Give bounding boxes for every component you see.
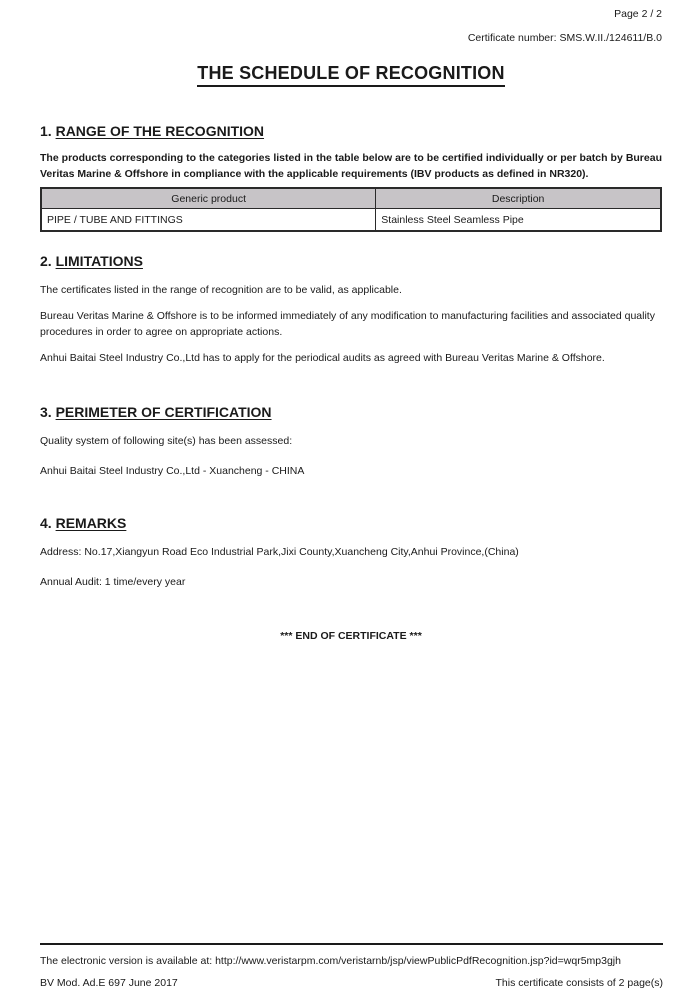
section-3-heading xyxy=(40,404,662,421)
page-indicator: Page 2 / 2 xyxy=(614,8,662,20)
section-2-title: LIMITATIONS xyxy=(55,253,143,269)
cell-description: Stainless Steel Seamless Pipe xyxy=(376,209,661,232)
section-3-title: PERIMETER OF CERTIFICATION xyxy=(55,404,272,420)
section-2-number: 2. xyxy=(40,253,52,269)
section-4-number: 4. xyxy=(40,515,52,531)
table-row xyxy=(41,209,661,232)
products-table-body xyxy=(41,209,661,232)
remarks-annual-audit: Annual Audit: 1 time/every year xyxy=(40,576,186,588)
certificate-page xyxy=(40,8,662,642)
form-reference: BV Mod. Ad.E 697 June 2017 xyxy=(40,977,178,989)
limitations-paragraph-2: Bureau Veritas Marine & Offshore is to be informed immediately of any modification to manufacturing facilities and associated quality procedures in order to agree on appropriate actions. xyxy=(40,310,655,338)
limitations-paragraph-3: Anhui Baitai Steel Industry Co.,Ltd has to apply for the periodical audits as agreed with Bureau Veritas Marine & Offshore. xyxy=(40,352,605,364)
section-4-heading xyxy=(40,515,662,532)
section-3-number: 3. xyxy=(40,404,52,420)
section-1-title: RANGE OF THE RECOGNITION xyxy=(55,123,265,139)
section-4-title: REMARKS xyxy=(55,515,127,531)
cell-generic-product: PIPE / TUBE AND FITTINGS xyxy=(41,209,376,232)
section-2-heading xyxy=(40,253,662,270)
table-header-generic-product: Generic product xyxy=(41,188,376,209)
perimeter-paragraph-2: Anhui Baitai Steel Industry Co.,Ltd - Xuancheng - CHINA xyxy=(40,465,305,477)
table-header-description: Description xyxy=(376,188,661,209)
section-1-intro-paragraph: The products corresponding to the categories listed in the table below are to be certified individually or per batch by Bureau Veritas Marine & Offshore in compliance with the applicable requirements (IBV products as defined in NR320). xyxy=(40,152,662,180)
page-footer xyxy=(40,943,663,990)
section-1-heading xyxy=(40,123,662,140)
certificate-number: Certificate number: SMS.W.II./124611/B.0 xyxy=(467,32,662,44)
footer-bottom-row xyxy=(40,977,663,990)
limitations-paragraph-1: The certificates listed in the range of recognition are to be valid, as applicable. xyxy=(40,284,402,296)
products-table-header-row xyxy=(41,188,661,209)
section-1-number: 1. xyxy=(40,123,52,139)
remarks-address: Address: No.17,Xiangyun Road Eco Industrial Park,Jixi County,Xuancheng City,Anhui Province,(China) xyxy=(40,546,519,558)
products-table xyxy=(40,187,662,232)
perimeter-paragraph-1: Quality system of following site(s) has been assessed: xyxy=(40,435,293,447)
document-title xyxy=(40,63,662,87)
end-of-certificate-marker: *** END OF CERTIFICATE *** xyxy=(280,630,422,642)
products-table-head xyxy=(41,188,661,209)
page-count-note: This certificate consists of 2 page(s) xyxy=(495,977,663,989)
document-title-text: THE SCHEDULE OF RECOGNITION xyxy=(197,63,504,87)
electronic-version-note: The electronic version is available at: http://www.veristarpm.com/veristarnb/jsp/viewPublicPdfRecognition.jsp?id=wqr5mp3gjh xyxy=(40,955,621,967)
